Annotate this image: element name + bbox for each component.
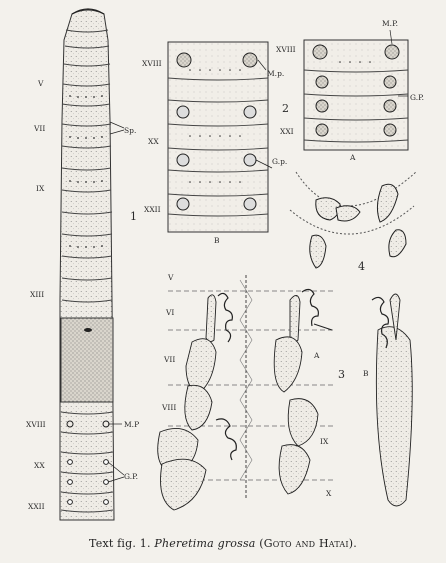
fig4-detail (290, 172, 416, 268)
fig3-label-VII: VII (164, 355, 176, 364)
fig2a-callout-mp: M.P. (382, 19, 398, 28)
fig2-view-b (168, 42, 272, 232)
fig2-view-a (304, 30, 408, 150)
caption-prefix: Text fig. 1. (89, 537, 151, 550)
fig1-callout-mp: M.P (124, 420, 140, 429)
fig1-callout-gp: G.P. (124, 472, 139, 481)
fig1-label-XXII: XXII (28, 502, 45, 511)
fig1-label-XVIII: XVIII (26, 420, 46, 429)
fig1-label-V: V (38, 79, 44, 88)
panel-number-2: 2 (282, 102, 289, 115)
fig1-callout-sp: Sp. (124, 126, 137, 135)
fig1-label-VII: VII (34, 124, 46, 133)
panel-number-4: 4 (358, 260, 365, 273)
panel-number-3: 3 (338, 368, 345, 381)
fig3-label-X: X (326, 489, 332, 498)
fig2b-label-XVIII: XVIII (142, 59, 162, 68)
caption-authors: (Goto and Hatai). (259, 537, 357, 550)
caption-species: Pheretima grossa (154, 537, 256, 550)
fig2b-label-XX: XX (148, 137, 159, 146)
fig2b-letter: B (214, 236, 220, 245)
fig2b-label-XXII: XXII (144, 205, 161, 214)
fig2a-label-XXI: XXI (280, 127, 294, 136)
fig3-label-VIII: VIII (162, 403, 177, 412)
fig2a-callout-gp: G.P. (410, 93, 425, 102)
figure-caption (0, 537, 446, 550)
fig3-letter-a: A (314, 351, 320, 360)
fig1-label-XX: XX (34, 461, 45, 470)
panel-number-1: 1 (130, 210, 137, 223)
fig2a-letter: A (350, 153, 356, 162)
fig1-label-XIII: XIII (30, 290, 45, 299)
fig3-label-VI: VI (166, 308, 175, 317)
fig2b-callout-mp: M.p. (267, 69, 285, 78)
fig1-label-IX: IX (36, 184, 45, 193)
fig3-letter-b: B (363, 369, 369, 378)
fig3-anatomy (158, 275, 413, 510)
fig2a-label-XVIII: XVIII (276, 45, 296, 54)
fig3-label-V: V (168, 273, 174, 282)
fig3-label-IX: IX (320, 437, 329, 446)
fig2b-callout-gp: G.p. (272, 157, 288, 166)
fig1-worm (60, 9, 124, 520)
